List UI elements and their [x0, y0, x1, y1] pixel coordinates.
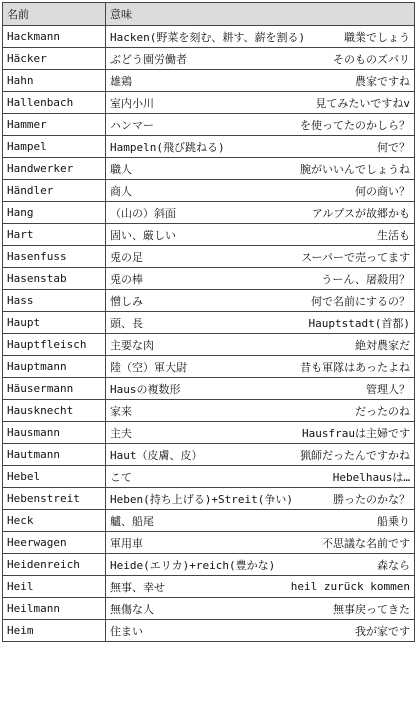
meaning-text: （山の）斜面: [110, 206, 176, 220]
comment-text: heil zurück kommen: [290, 580, 410, 593]
comment-text: 昔も軍隊はあったよね: [300, 360, 410, 374]
meaning-cell-content: [110, 601, 410, 617]
surname-cell: Häusermann: [3, 378, 106, 400]
table-row: [3, 554, 415, 576]
meaning-cell: [106, 356, 415, 378]
comment-text: うーん、屠殺用？: [321, 272, 410, 286]
meaning-cell: [106, 444, 415, 466]
surname-cell: Hass: [3, 290, 106, 312]
meaning-cell-content: [110, 513, 410, 529]
comment-text: 管理人？: [366, 382, 410, 396]
comment-text: 職業でしょう: [344, 30, 410, 44]
meaning-cell-content: [110, 447, 410, 463]
meaning-cell-content: [110, 161, 410, 177]
table-row: [3, 180, 415, 202]
table-row: [3, 444, 415, 466]
meaning-text: 艫、船尾: [110, 514, 154, 528]
surname-cell: Hauptfleisch: [3, 334, 106, 356]
comment-text: 勝ったのかな？: [333, 492, 410, 506]
table-row: [3, 620, 415, 642]
meaning-cell-content: [110, 623, 410, 639]
table-row: [3, 510, 415, 532]
meaning-cell-content: [110, 249, 410, 265]
comment-text: アルプスが故郷かも: [311, 206, 410, 220]
meaning-cell: [106, 466, 415, 488]
table-body: [3, 26, 415, 642]
surname-table-container: [2, 2, 415, 642]
table-row: [3, 48, 415, 70]
meaning-cell-content: [110, 359, 410, 375]
meaning-cell: [106, 400, 415, 422]
meaning-cell: [106, 488, 415, 510]
meaning-cell-content: [110, 73, 410, 89]
meaning-cell: [106, 202, 415, 224]
meaning-text: Hampeln(飛び跳ねる): [110, 140, 225, 154]
meaning-cell-content: [110, 469, 410, 485]
meaning-cell-content: [110, 117, 410, 133]
meaning-cell: [106, 48, 415, 70]
surname-cell: Heim: [3, 620, 106, 642]
table-row: [3, 466, 415, 488]
comment-text: 見てみたいですねv: [315, 96, 410, 110]
meaning-cell: [106, 136, 415, 158]
header-name: 名前: [3, 3, 106, 26]
surname-cell: Händler: [3, 180, 106, 202]
meaning-cell: [106, 180, 415, 202]
surname-cell: Hallenbach: [3, 92, 106, 114]
meaning-cell-content: [110, 227, 410, 243]
meaning-cell: [106, 334, 415, 356]
meaning-cell-content: [110, 535, 410, 551]
table-row: [3, 158, 415, 180]
comment-text: 我が家です: [355, 624, 410, 638]
surname-cell: Hahn: [3, 70, 106, 92]
surname-cell: Hart: [3, 224, 106, 246]
meaning-cell: [106, 312, 415, 334]
meaning-cell-content: [110, 139, 410, 155]
meaning-cell-content: [110, 557, 410, 573]
meaning-cell-content: [110, 337, 410, 353]
meaning-text: 無傷な人: [110, 602, 154, 616]
meaning-cell-content: [110, 491, 410, 507]
comment-text: 何で？: [377, 140, 410, 154]
meaning-text: 軍用車: [110, 536, 143, 550]
meaning-cell: [106, 620, 415, 642]
comment-text: 農家ですね: [355, 74, 410, 88]
meaning-text: 頭、長: [110, 316, 143, 330]
surname-meaning-table: [2, 2, 415, 642]
surname-cell: Häcker: [3, 48, 106, 70]
meaning-cell-content: [110, 271, 410, 287]
comment-text: 何で名前にするの？: [311, 294, 410, 308]
meaning-cell: [106, 290, 415, 312]
meaning-cell: [106, 576, 415, 598]
table-row: [3, 26, 415, 48]
table-row: [3, 334, 415, 356]
meaning-text: 無事、幸せ: [110, 580, 165, 594]
meaning-cell: [106, 510, 415, 532]
table-row: [3, 488, 415, 510]
surname-cell: Hausknecht: [3, 400, 106, 422]
meaning-text: 室内小川: [110, 96, 154, 110]
meaning-cell: [106, 26, 415, 48]
comment-text: 絶対農家だ: [355, 338, 410, 352]
surname-cell: Hasenfuss: [3, 246, 106, 268]
meaning-text: 兎の足: [110, 250, 143, 264]
surname-cell: Heil: [3, 576, 106, 598]
meaning-text: Haut（皮膚、皮）: [110, 448, 203, 462]
meaning-cell: [106, 598, 415, 620]
meaning-text: 憎しみ: [110, 294, 143, 308]
surname-cell: Hebel: [3, 466, 106, 488]
surname-cell: Hackmann: [3, 26, 106, 48]
meaning-cell-content: [110, 51, 410, 67]
table-row: [3, 136, 415, 158]
comment-text: 生活も: [377, 228, 410, 242]
meaning-text: Hausの複数形: [110, 382, 181, 396]
table-row: [3, 70, 415, 92]
table-row: [3, 576, 415, 598]
meaning-cell-content: [110, 95, 410, 111]
surname-cell: Hausmann: [3, 422, 106, 444]
meaning-text: 住まい: [110, 624, 143, 638]
table-row: [3, 422, 415, 444]
meaning-cell-content: [110, 293, 410, 309]
table-row: [3, 290, 415, 312]
surname-cell: Hang: [3, 202, 106, 224]
surname-cell: Hautmann: [3, 444, 106, 466]
comment-text: Hauptstadt(首都): [308, 316, 410, 330]
meaning-cell: [106, 92, 415, 114]
header-meaning: 意味: [106, 3, 415, 26]
surname-cell: Hebenstreit: [3, 488, 106, 510]
meaning-cell-content: [110, 579, 410, 595]
meaning-text: 主要な肉: [110, 338, 154, 352]
table-row: [3, 312, 415, 334]
meaning-cell: [106, 532, 415, 554]
meaning-cell: [106, 224, 415, 246]
comment-text: 何の商い？: [355, 184, 410, 198]
surname-cell: Haupt: [3, 312, 106, 334]
surname-cell: Heilmann: [3, 598, 106, 620]
meaning-text: 固い、厳しい: [110, 228, 176, 242]
comment-text: そのものズバリ: [333, 52, 410, 66]
surname-cell: Heck: [3, 510, 106, 532]
comment-text: Hebelhausは…: [332, 470, 410, 484]
meaning-text: Heben(持ち上げる)+Streit(争い): [110, 492, 293, 506]
surname-cell: Hammer: [3, 114, 106, 136]
table-row: [3, 114, 415, 136]
meaning-cell-content: [110, 425, 410, 441]
meaning-text: 雄鶏: [110, 74, 132, 88]
surname-cell: Handwerker: [3, 158, 106, 180]
surname-cell: Heidenreich: [3, 554, 106, 576]
table-row: [3, 532, 415, 554]
surname-cell: Hampel: [3, 136, 106, 158]
meaning-text: ハンマー: [110, 118, 154, 132]
table-row: [3, 92, 415, 114]
meaning-cell: [106, 70, 415, 92]
meaning-cell-content: [110, 29, 410, 45]
table-row: [3, 378, 415, 400]
meaning-cell-content: [110, 183, 410, 199]
meaning-cell: [106, 158, 415, 180]
comment-text: Hausfrauは主婦です: [302, 426, 410, 440]
table-row: [3, 224, 415, 246]
table-row: [3, 202, 415, 224]
table-row: [3, 268, 415, 290]
table-row: [3, 598, 415, 620]
meaning-text: Heide(エリカ)+reich(豊かな): [110, 558, 276, 572]
comment-text: 船乗り: [377, 514, 410, 528]
meaning-cell: [106, 268, 415, 290]
meaning-text: Hacken(野菜を刻む、耕す、薪を割る): [110, 30, 306, 44]
meaning-text: こて: [110, 470, 132, 484]
comment-text: スーパーで売ってます: [301, 250, 410, 264]
surname-cell: Hasenstab: [3, 268, 106, 290]
comment-text: 森なら: [377, 558, 410, 572]
meaning-text: ぶどう園労働者: [110, 52, 187, 66]
meaning-cell: [106, 246, 415, 268]
surname-cell: Hauptmann: [3, 356, 106, 378]
meaning-cell-content: [110, 381, 410, 397]
comment-text: だったのね: [355, 404, 410, 418]
comment-text: 無事戻ってきた: [333, 602, 410, 616]
comment-text: 猟師だったんですかね: [300, 448, 410, 462]
table-row: [3, 400, 415, 422]
comment-text: を使ってたのかしら？: [300, 118, 410, 132]
meaning-text: 兎の棒: [110, 272, 143, 286]
comment-text: 腕がいいんでしょうね: [300, 162, 410, 176]
table-row: [3, 246, 415, 268]
meaning-text: 陸（空）軍大尉: [110, 360, 187, 374]
meaning-cell-content: [110, 403, 410, 419]
comment-text: 不思議な名前です: [322, 536, 410, 550]
meaning-cell: [106, 378, 415, 400]
header-row: [3, 3, 415, 26]
meaning-cell-content: [110, 315, 410, 331]
surname-cell: Heerwagen: [3, 532, 106, 554]
meaning-cell: [106, 422, 415, 444]
meaning-text: 主夫: [110, 426, 132, 440]
meaning-cell: [106, 554, 415, 576]
meaning-cell: [106, 114, 415, 136]
meaning-text: 家来: [110, 404, 132, 418]
table-row: [3, 356, 415, 378]
meaning-text: 商人: [110, 184, 132, 198]
meaning-cell-content: [110, 205, 410, 221]
meaning-text: 職人: [110, 162, 132, 176]
